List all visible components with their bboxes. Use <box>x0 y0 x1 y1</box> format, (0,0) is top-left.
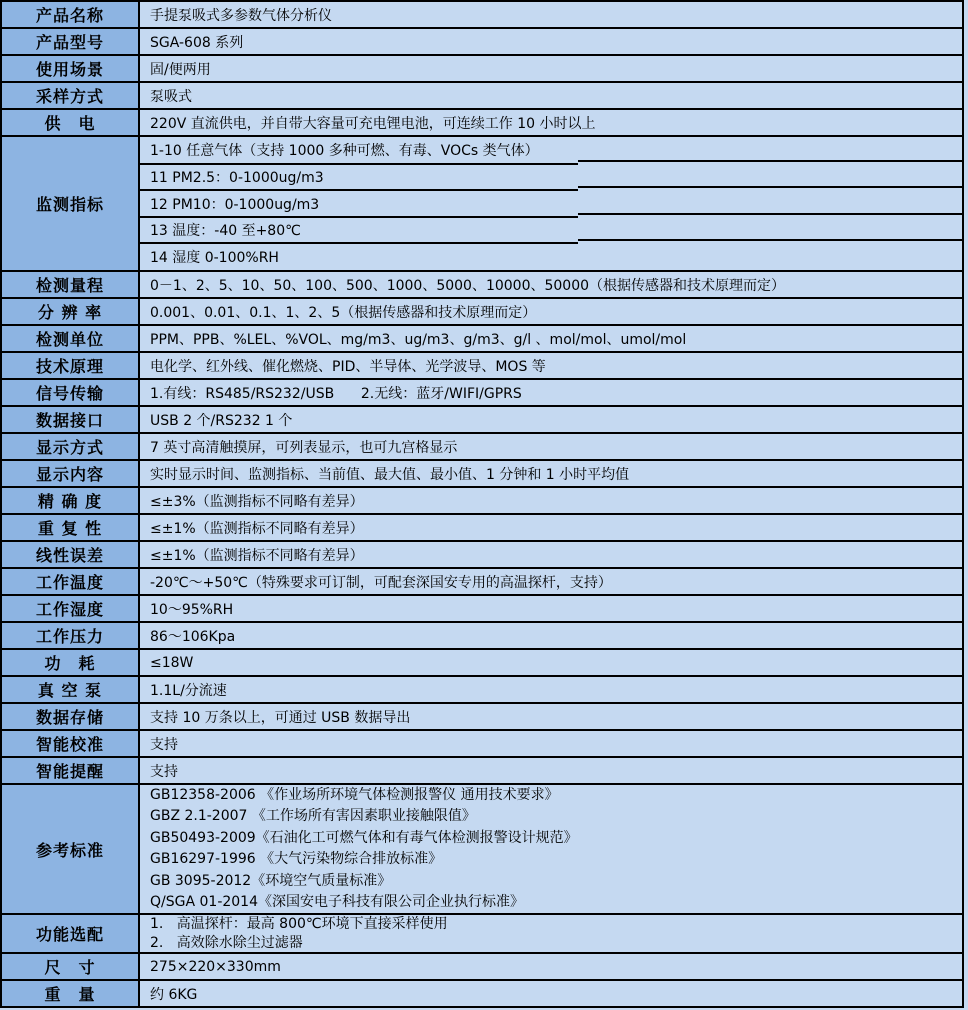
row-value: 1.1L/分流速 <box>140 677 962 702</box>
row-technical-principle <box>2 353 962 380</box>
row-model <box>2 29 962 56</box>
option-item: 2. 高效除水除尘过滤器 <box>150 934 303 951</box>
row-vacuum-pump <box>2 677 962 704</box>
row-product-name <box>2 2 962 29</box>
row-label: 精 确 度 <box>2 488 140 513</box>
row-detection-range <box>2 272 962 299</box>
row-label: 功 耗 <box>2 650 140 675</box>
row-label: 监测指标 <box>2 137 140 270</box>
row-value: 10～95%RH <box>140 596 962 621</box>
row-display-mode <box>2 434 962 461</box>
row-label: 信号传输 <box>2 380 140 405</box>
row-value: 1.有线：RS485/RS232/USB 2.无线：蓝牙/WIFI/GPRS <box>140 380 962 405</box>
row-power-supply <box>2 110 962 137</box>
row-value <box>140 915 962 952</box>
standard-item: GBZ 2.1-2007 《工作场所有害因素职业接触限值》 <box>150 808 476 824</box>
row-value: ≤±3%（监测指标不同略有差异） <box>140 488 962 513</box>
row-value: 支持 10 万条以上，可通过 USB 数据导出 <box>140 704 962 729</box>
standard-item: Q/SGA 01-2014《深国安电子科技有限公司企业执行标准》 <box>150 894 524 910</box>
row-label: 产品型号 <box>2 29 140 54</box>
indicator-item: 1-10 任意气体（支持 1000 多种可燃、有毒、VOCs 类气体） <box>140 137 962 164</box>
row-value: 0.001、0.01、0.1、1、2、5（根据传感器和技术原理而定） <box>140 299 962 324</box>
row-data-storage <box>2 704 962 731</box>
standard-item: GB16297-1996 《大气污染物综合排放标准》 <box>150 851 443 867</box>
row-working-humidity <box>2 596 962 623</box>
row-label: 技术原理 <box>2 353 140 378</box>
row-value: 实时显示时间、监测指标、当前值、最大值、最小值、1 分钟和 1 小时平均值 <box>140 461 962 486</box>
row-value: 约 6KG <box>140 981 962 1006</box>
row-value: 7 英寸高清触摸屏，可列表显示，也可九宫格显示 <box>140 434 962 459</box>
row-label: 检测单位 <box>2 326 140 351</box>
row-weight <box>2 981 962 1008</box>
row-value: 275×220×330mm <box>140 954 962 979</box>
row-label: 检测量程 <box>2 272 140 297</box>
row-value: ≤±1%（监测指标不同略有差异） <box>140 542 962 567</box>
row-working-pressure <box>2 623 962 650</box>
indicator-item: 11 PM2.5：0-1000ug/m3 <box>140 164 962 191</box>
row-label: 重 量 <box>2 981 140 1006</box>
row-value: ≤18W <box>140 650 962 675</box>
row-value: 支持 <box>140 758 962 783</box>
indicator-item: 14 湿度 0-100%RH <box>150 249 279 266</box>
row-label: 真 空 泵 <box>2 677 140 702</box>
row-label: 供 电 <box>2 110 140 135</box>
row-display-content <box>2 461 962 488</box>
row-label: 使用场景 <box>2 56 140 81</box>
row-value: 手提泵吸式多参数气体分析仪 <box>140 2 962 27</box>
row-label: 线性误差 <box>2 542 140 567</box>
row-value: 泵吸式 <box>140 83 962 108</box>
row-power-consumption <box>2 650 962 677</box>
indicator-item: 12 PM10：0-1000ug/m3 <box>140 190 962 217</box>
row-usage-scenario <box>2 56 962 83</box>
row-reference-standards <box>2 785 962 915</box>
row-resolution <box>2 299 962 326</box>
row-value: ≤±1%（监测指标不同略有差异） <box>140 515 962 540</box>
row-label: 工作湿度 <box>2 596 140 621</box>
row-label: 显示内容 <box>2 461 140 486</box>
row-optional-features <box>2 915 962 954</box>
row-label: 工作温度 <box>2 569 140 594</box>
row-smart-calibration <box>2 731 962 758</box>
row-value <box>140 785 962 913</box>
row-label: 数据存储 <box>2 704 140 729</box>
row-smart-reminder <box>2 758 962 785</box>
row-label: 智能校准 <box>2 731 140 756</box>
row-signal-transmission <box>2 380 962 407</box>
row-label: 分 辨 率 <box>2 299 140 324</box>
row-value: 86～106Kpa <box>140 623 962 648</box>
row-linearity-error <box>2 542 962 569</box>
row-value <box>140 137 962 270</box>
row-label: 功能选配 <box>2 915 140 952</box>
standard-item: GB50493-2009《石油化工可燃气体和有毒气体检测报警设计规范》 <box>150 829 578 846</box>
row-label: 显示方式 <box>2 434 140 459</box>
row-label: 重 复 性 <box>2 515 140 540</box>
row-detection-unit <box>2 326 962 353</box>
row-label: 尺 寸 <box>2 954 140 979</box>
row-sampling-method <box>2 83 962 110</box>
row-label: 参考标准 <box>2 785 140 913</box>
row-value: 0－1、2、5、10、50、100、500、1000、5000、10000、50000（根据传感器和技术原理而定） <box>140 272 962 297</box>
standard-item: GB 3095-2012《环境空气质量标准》 <box>150 872 392 889</box>
row-value: 电化学、红外线、催化燃烧、PID、半导体、光学波导、MOS 等 <box>140 353 962 378</box>
row-working-temperature <box>2 569 962 596</box>
standard-item: GB12358-2006 《作业场所环境气体检测报警仪 通用技术要求》 <box>150 786 559 803</box>
row-value: 固/便两用 <box>140 56 962 81</box>
row-value: 支持 <box>140 731 962 756</box>
row-value: USB 2 个/RS232 1 个 <box>140 407 962 432</box>
row-value: -20℃～+50℃（特殊要求可订制，可配套深国安专用的高温探杆，支持） <box>140 569 962 594</box>
row-data-interface <box>2 407 962 434</box>
row-label: 采样方式 <box>2 83 140 108</box>
row-value: SGA-608 系列 <box>140 29 962 54</box>
row-accuracy <box>2 488 962 515</box>
row-monitoring-indicators <box>2 137 962 272</box>
row-value: 220V 直流供电，并自带大容量可充电锂电池，可连续工作 10 小时以上 <box>140 110 962 135</box>
indicator-item: 13 温度：-40 至+80℃ <box>140 217 962 244</box>
option-item: 1. 高温探杆：最高 800℃环境下直接采样使用 <box>150 915 448 932</box>
row-label: 智能提醒 <box>2 758 140 783</box>
row-dimensions <box>2 954 962 981</box>
row-label: 数据接口 <box>2 407 140 432</box>
row-label: 产品名称 <box>2 2 140 27</box>
row-label: 工作压力 <box>2 623 140 648</box>
row-repeatability <box>2 515 962 542</box>
row-value: PPM、PPB、%LEL、%VOL、mg/m3、ug/m3、g/m3、g/l 、mol/mol、umol/mol <box>140 326 962 351</box>
